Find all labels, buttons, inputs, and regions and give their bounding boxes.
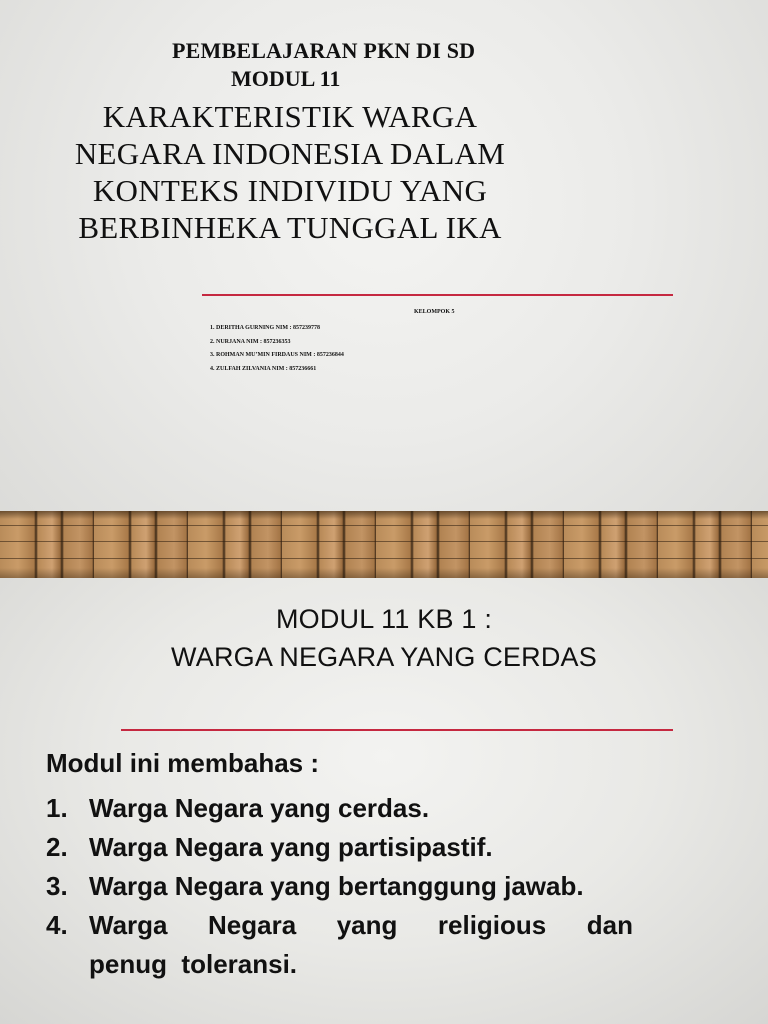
title-line: KONTEKS INDIVIDU YANG: [92, 173, 488, 208]
justified-line: [89, 906, 633, 945]
list-number: 4.: [46, 910, 68, 940]
divider-line: [202, 294, 673, 296]
title-line: KARAKTERISTIK WARGA: [102, 99, 478, 134]
word: Warga: [89, 910, 168, 940]
word: religious: [437, 910, 547, 940]
title-line: NEGARA INDONESIA DALAM: [74, 136, 506, 171]
list-text: Warga Negara yang cerdas.: [89, 793, 430, 823]
list-text: Warga Negara yang partisipastif.: [89, 832, 493, 862]
group-label: KELOMPOK 5: [414, 309, 455, 315]
member-item: 3. ROHMAN MU’MIN FIRDAUS NIM : 857236844: [210, 352, 344, 358]
list-item: [46, 867, 646, 906]
list-number: 2.: [46, 832, 68, 862]
intro-text: Modul ini membahas :: [46, 748, 320, 778]
list-text: [89, 906, 646, 984]
heading-line: MODUL 11 KB 1 :: [275, 604, 493, 634]
list-text: Warga Negara yang bertanggung jawab.: [89, 871, 584, 901]
slide-title: [30, 98, 550, 246]
list-text-continuation: penug toleransi.: [89, 949, 298, 979]
heading-line: WARGA NEGARA YANG CERDAS: [171, 642, 597, 672]
title-line: BERBINHEKA TUNGGAL IKA: [78, 210, 502, 245]
module-label: MODUL 11: [231, 66, 341, 91]
course-title: PEMBELAJARAN PKN DI SD: [172, 38, 476, 63]
slide-heading: [0, 600, 768, 676]
wood-floor-decoration: [0, 511, 768, 578]
list-item: [46, 906, 646, 984]
word: Negara: [208, 910, 297, 940]
member-item: 2. NURJANA NIM : 857236353: [210, 338, 291, 345]
word: yang: [336, 910, 398, 940]
word: dan: [586, 910, 633, 940]
topic-list: [46, 789, 646, 984]
member-item: 4. ZULFAH ZILVANIA NIM : 857236661: [210, 365, 317, 372]
divider-line: [121, 729, 673, 731]
list-item: [46, 828, 646, 867]
list-number: 1.: [46, 793, 68, 823]
list-item: [46, 789, 646, 828]
member-list: [210, 322, 344, 376]
member-item: 1. DERITHA GURNING NIM : 857239778: [210, 325, 321, 331]
list-number: 3.: [46, 871, 68, 901]
